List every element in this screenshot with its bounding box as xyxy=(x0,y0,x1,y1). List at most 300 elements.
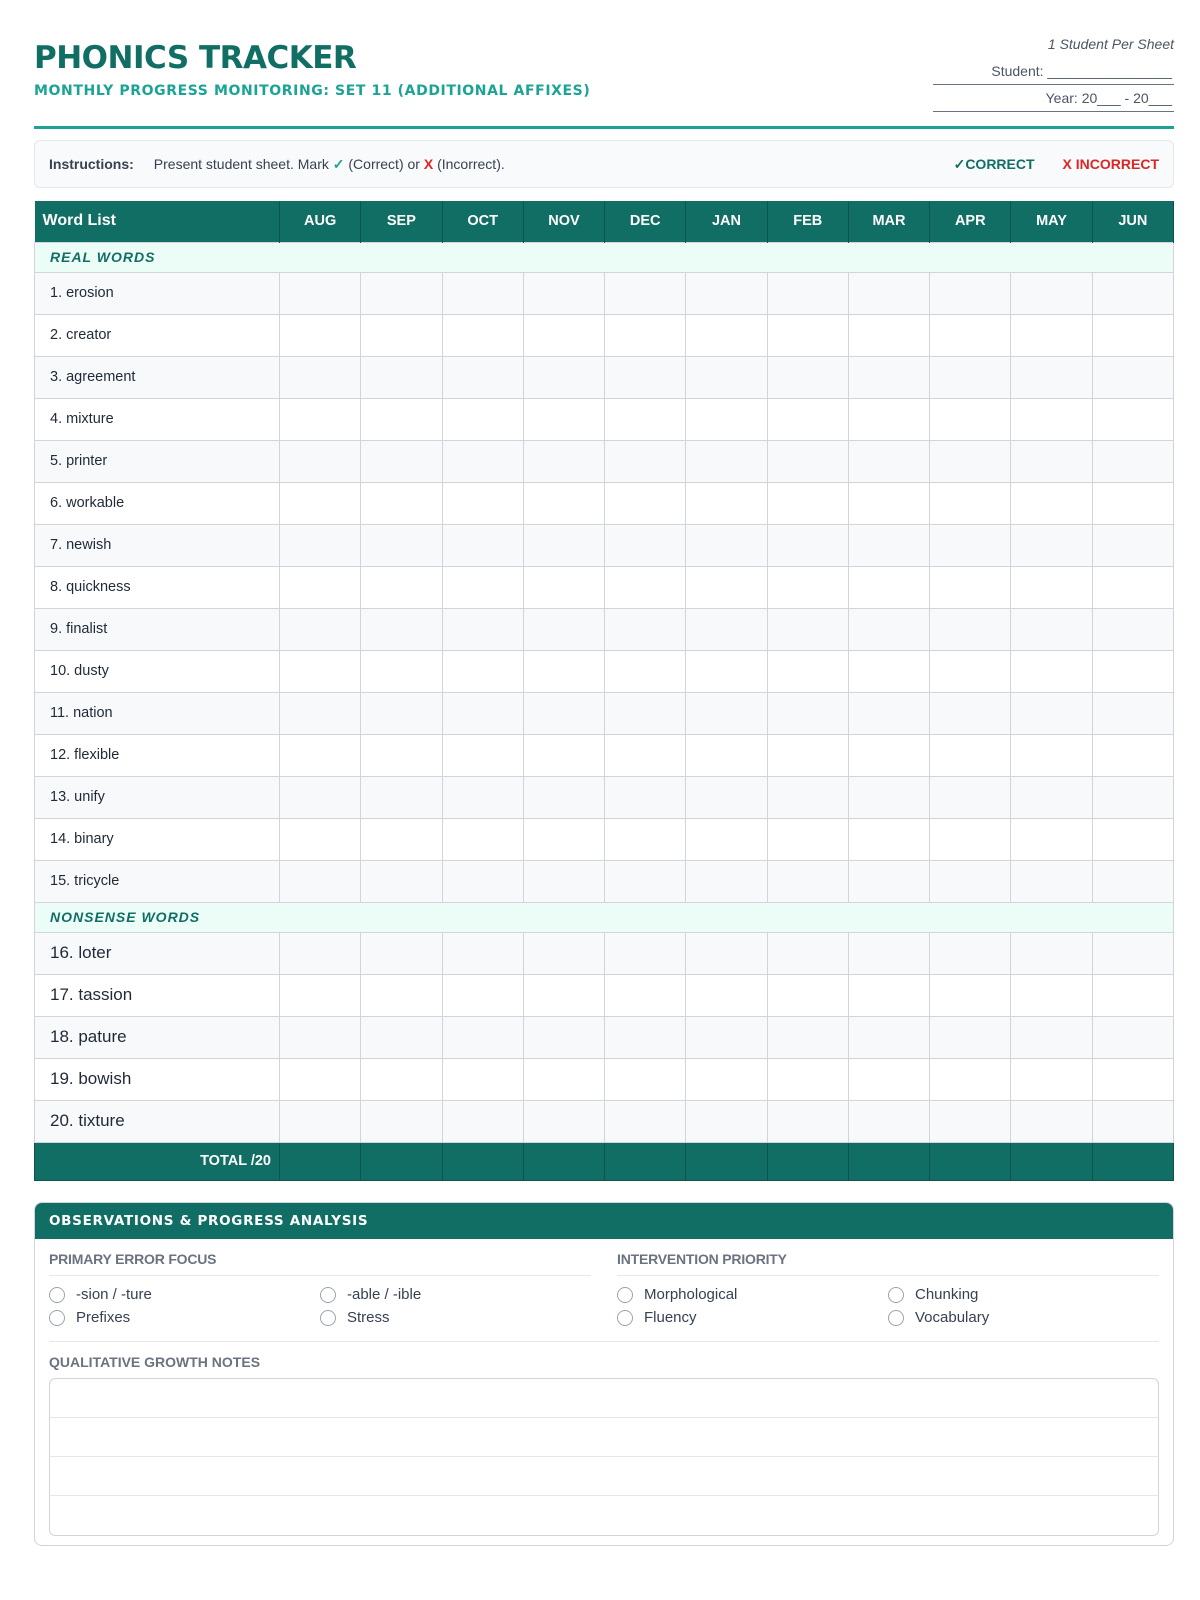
mark-cell-sep[interactable] xyxy=(361,566,442,608)
word-cell: 13. unify xyxy=(35,776,280,818)
mark-cell-jan[interactable] xyxy=(686,1016,767,1058)
radio-option-label: -sion / -ture xyxy=(76,1286,152,1303)
mark-cell-jan[interactable] xyxy=(686,692,767,734)
mark-cell-sep[interactable] xyxy=(361,398,442,440)
error-focus-label: PRIMARY ERROR FOCUS xyxy=(49,1251,591,1276)
mark-cell-jun[interactable] xyxy=(1092,974,1173,1016)
mark-cell-jun[interactable] xyxy=(1092,1016,1173,1058)
mark-cell-jan[interactable] xyxy=(686,440,767,482)
mark-cell-oct[interactable] xyxy=(442,932,523,974)
legend-correct: ✓CORRECT xyxy=(953,155,1035,172)
mark-cell-nov[interactable] xyxy=(523,776,604,818)
mark-cell-mar[interactable] xyxy=(848,398,929,440)
mark-cell-feb[interactable] xyxy=(767,1058,848,1100)
radio-option[interactable] xyxy=(49,1285,320,1305)
mark-cell-may[interactable] xyxy=(1011,314,1092,356)
mark-cell-dec[interactable] xyxy=(605,440,686,482)
mark-cell-oct[interactable] xyxy=(442,1016,523,1058)
mark-cell-dec[interactable] xyxy=(605,650,686,692)
mark-cell-nov[interactable] xyxy=(523,932,604,974)
mark-cell-sep[interactable] xyxy=(361,776,442,818)
mark-cell-mar[interactable] xyxy=(848,734,929,776)
mark-cell-jun[interactable] xyxy=(1092,440,1173,482)
mark-cell-oct[interactable] xyxy=(442,272,523,314)
mark-cell-aug[interactable] xyxy=(280,440,361,482)
instructions-text-after: (Incorrect). xyxy=(433,155,505,172)
mark-cell-may[interactable] xyxy=(1011,566,1092,608)
mark-cell-oct[interactable] xyxy=(442,1100,523,1142)
mark-cell-may[interactable] xyxy=(1011,482,1092,524)
mark-cell-oct[interactable] xyxy=(442,818,523,860)
mark-cell-dec[interactable] xyxy=(605,314,686,356)
tracker-table xyxy=(34,201,1174,1181)
mark-cell-feb[interactable] xyxy=(767,860,848,902)
intervention-group xyxy=(617,1251,1159,1339)
mark-cell-may[interactable] xyxy=(1011,932,1092,974)
mark-cell-jan[interactable] xyxy=(686,314,767,356)
mark-cell-oct[interactable] xyxy=(442,1058,523,1100)
mark-cell-feb[interactable] xyxy=(767,818,848,860)
word-cell: 1. erosion xyxy=(35,272,280,314)
mark-cell-apr[interactable] xyxy=(930,440,1011,482)
table-row xyxy=(35,314,1174,356)
mark-cell-nov[interactable] xyxy=(523,734,604,776)
mark-cell-mar[interactable] xyxy=(848,932,929,974)
mark-cell-may[interactable] xyxy=(1011,650,1092,692)
mark-cell-oct[interactable] xyxy=(442,650,523,692)
total-cell-oct[interactable] xyxy=(442,1142,523,1180)
mark-cell-sep[interactable] xyxy=(361,1058,442,1100)
page-title: PHONICS TRACKER xyxy=(34,40,357,76)
mark-cell-jun[interactable] xyxy=(1092,932,1173,974)
mark-cell-nov[interactable] xyxy=(523,650,604,692)
mark-cell-feb[interactable] xyxy=(767,776,848,818)
month-header-feb: FEB xyxy=(767,201,848,242)
mark-cell-jan[interactable] xyxy=(686,482,767,524)
mark-cell-mar[interactable] xyxy=(848,776,929,818)
mark-cell-feb[interactable] xyxy=(767,1016,848,1058)
mark-cell-apr[interactable] xyxy=(930,860,1011,902)
mark-cell-dec[interactable] xyxy=(605,272,686,314)
mark-cell-sep[interactable] xyxy=(361,356,442,398)
radio-circle-icon[interactable] xyxy=(49,1287,65,1303)
radio-circle-icon[interactable] xyxy=(617,1287,633,1303)
total-cell-jan[interactable] xyxy=(686,1142,767,1180)
note-line[interactable] xyxy=(50,1457,1158,1496)
mark-cell-jun[interactable] xyxy=(1092,356,1173,398)
note-line[interactable] xyxy=(50,1496,1158,1535)
word-cell: 3. agreement xyxy=(35,356,280,398)
total-cell-feb[interactable] xyxy=(767,1142,848,1180)
mark-cell-mar[interactable] xyxy=(848,314,929,356)
mark-cell-feb[interactable] xyxy=(767,314,848,356)
radio-option[interactable] xyxy=(320,1285,591,1305)
radio-option-label: -able / -ible xyxy=(347,1286,422,1303)
word-cell: 12. flexible xyxy=(35,734,280,776)
mark-cell-jun[interactable] xyxy=(1092,314,1173,356)
mark-cell-jun[interactable] xyxy=(1092,524,1173,566)
mark-cell-jan[interactable] xyxy=(686,1100,767,1142)
mark-cell-aug[interactable] xyxy=(280,398,361,440)
mark-cell-apr[interactable] xyxy=(930,1100,1011,1142)
mark-cell-feb[interactable] xyxy=(767,1100,848,1142)
mark-cell-may[interactable] xyxy=(1011,608,1092,650)
table-row xyxy=(35,272,1174,314)
radio-circle-icon[interactable] xyxy=(888,1287,904,1303)
mark-cell-mar[interactable] xyxy=(848,692,929,734)
radio-circle-icon[interactable] xyxy=(617,1310,633,1326)
mark-cell-may[interactable] xyxy=(1011,818,1092,860)
mark-cell-jun[interactable] xyxy=(1092,692,1173,734)
radio-option[interactable] xyxy=(888,1285,1159,1305)
total-cell-nov[interactable] xyxy=(523,1142,604,1180)
radio-option[interactable] xyxy=(888,1308,1159,1328)
mark-cell-oct[interactable] xyxy=(442,398,523,440)
mark-cell-mar[interactable] xyxy=(848,566,929,608)
mark-cell-aug[interactable] xyxy=(280,734,361,776)
mark-cell-mar[interactable] xyxy=(848,650,929,692)
mark-cell-aug[interactable] xyxy=(280,1100,361,1142)
notes-box[interactable] xyxy=(49,1378,1159,1536)
mark-cell-mar[interactable] xyxy=(848,356,929,398)
mark-cell-sep[interactable] xyxy=(361,692,442,734)
mark-cell-apr[interactable] xyxy=(930,272,1011,314)
mark-cell-jun[interactable] xyxy=(1092,650,1173,692)
radio-option[interactable] xyxy=(617,1308,888,1328)
mark-cell-dec[interactable] xyxy=(605,932,686,974)
mark-cell-may[interactable] xyxy=(1011,1058,1092,1100)
mark-cell-sep[interactable] xyxy=(361,272,442,314)
mark-cell-aug[interactable] xyxy=(280,860,361,902)
year-field[interactable]: Year: 20___ - 20___ xyxy=(933,85,1174,112)
mark-cell-oct[interactable] xyxy=(442,482,523,524)
radio-circle-icon[interactable] xyxy=(320,1310,336,1326)
total-cell-sep[interactable] xyxy=(361,1142,442,1180)
mark-cell-nov[interactable] xyxy=(523,692,604,734)
mark-cell-jan[interactable] xyxy=(686,974,767,1016)
mark-cell-feb[interactable] xyxy=(767,974,848,1016)
mark-cell-jan[interactable] xyxy=(686,818,767,860)
mark-cell-dec[interactable] xyxy=(605,692,686,734)
mark-cell-may[interactable] xyxy=(1011,692,1092,734)
mark-cell-jan[interactable] xyxy=(686,524,767,566)
total-cell-aug[interactable] xyxy=(280,1142,361,1180)
mark-cell-mar[interactable] xyxy=(848,1016,929,1058)
mark-cell-sep[interactable] xyxy=(361,440,442,482)
mark-cell-may[interactable] xyxy=(1011,524,1092,566)
mark-cell-mar[interactable] xyxy=(848,974,929,1016)
month-header-jan: JAN xyxy=(686,201,767,242)
table-row xyxy=(35,860,1174,902)
mark-cell-aug[interactable] xyxy=(280,356,361,398)
mark-cell-dec[interactable] xyxy=(605,1016,686,1058)
mark-cell-jan[interactable] xyxy=(686,566,767,608)
mark-cell-oct[interactable] xyxy=(442,974,523,1016)
mark-cell-may[interactable] xyxy=(1011,440,1092,482)
mark-cell-oct[interactable] xyxy=(442,734,523,776)
mark-cell-dec[interactable] xyxy=(605,818,686,860)
mark-cell-aug[interactable] xyxy=(280,776,361,818)
mark-cell-aug[interactable] xyxy=(280,1058,361,1100)
mark-cell-sep[interactable] xyxy=(361,932,442,974)
mark-cell-apr[interactable] xyxy=(930,1058,1011,1100)
radio-option-label: Vocabulary xyxy=(915,1309,990,1326)
mark-cell-mar[interactable] xyxy=(848,818,929,860)
mark-cell-sep[interactable] xyxy=(361,818,442,860)
mark-cell-may[interactable] xyxy=(1011,356,1092,398)
mark-cell-feb[interactable] xyxy=(767,566,848,608)
mark-cell-jun[interactable] xyxy=(1092,272,1173,314)
table-row xyxy=(35,524,1174,566)
mark-cell-sep[interactable] xyxy=(361,650,442,692)
mark-cell-aug[interactable] xyxy=(280,482,361,524)
mark-cell-jun[interactable] xyxy=(1092,608,1173,650)
mark-cell-feb[interactable] xyxy=(767,524,848,566)
mark-cell-sep[interactable] xyxy=(361,1016,442,1058)
mark-cell-jan[interactable] xyxy=(686,650,767,692)
mark-cell-apr[interactable] xyxy=(930,314,1011,356)
mark-cell-jun[interactable] xyxy=(1092,818,1173,860)
observations-panel xyxy=(34,1202,1174,1546)
table-row xyxy=(35,932,1174,974)
mark-cell-apr[interactable] xyxy=(930,692,1011,734)
total-label: TOTAL /20 xyxy=(35,1142,280,1180)
mark-cell-aug[interactable] xyxy=(280,314,361,356)
mark-cell-dec[interactable] xyxy=(605,1058,686,1100)
mark-cell-nov[interactable] xyxy=(523,440,604,482)
mark-cell-may[interactable] xyxy=(1011,272,1092,314)
mark-cell-oct[interactable] xyxy=(442,860,523,902)
mark-cell-feb[interactable] xyxy=(767,356,848,398)
mark-cell-apr[interactable] xyxy=(930,650,1011,692)
mark-cell-sep[interactable] xyxy=(361,314,442,356)
mark-cell-nov[interactable] xyxy=(523,1058,604,1100)
mark-cell-dec[interactable] xyxy=(605,524,686,566)
mark-cell-apr[interactable] xyxy=(930,818,1011,860)
mark-cell-aug[interactable] xyxy=(280,272,361,314)
mark-cell-oct[interactable] xyxy=(442,440,523,482)
mark-cell-oct[interactable] xyxy=(442,692,523,734)
mark-cell-feb[interactable] xyxy=(767,272,848,314)
mark-cell-sep[interactable] xyxy=(361,734,442,776)
mark-cell-apr[interactable] xyxy=(930,356,1011,398)
mark-cell-jan[interactable] xyxy=(686,1058,767,1100)
mark-cell-nov[interactable] xyxy=(523,398,604,440)
mark-cell-apr[interactable] xyxy=(930,566,1011,608)
mark-cell-apr[interactable] xyxy=(930,608,1011,650)
mark-cell-dec[interactable] xyxy=(605,482,686,524)
table-row xyxy=(35,398,1174,440)
mark-cell-aug[interactable] xyxy=(280,608,361,650)
table-row xyxy=(35,1100,1174,1142)
total-cell-apr[interactable] xyxy=(930,1142,1011,1180)
total-cell-dec[interactable] xyxy=(605,1142,686,1180)
mark-cell-apr[interactable] xyxy=(930,974,1011,1016)
mark-cell-jan[interactable] xyxy=(686,932,767,974)
radio-option[interactable] xyxy=(617,1285,888,1305)
mark-cell-jan[interactable] xyxy=(686,776,767,818)
mark-cell-jun[interactable] xyxy=(1092,566,1173,608)
radio-option[interactable] xyxy=(320,1308,591,1328)
table-row xyxy=(35,608,1174,650)
mark-cell-oct[interactable] xyxy=(442,776,523,818)
mark-cell-mar[interactable] xyxy=(848,272,929,314)
mark-cell-may[interactable] xyxy=(1011,974,1092,1016)
mark-cell-nov[interactable] xyxy=(523,608,604,650)
mark-cell-may[interactable] xyxy=(1011,398,1092,440)
mark-cell-nov[interactable] xyxy=(523,356,604,398)
mark-cell-dec[interactable] xyxy=(605,608,686,650)
mark-cell-feb[interactable] xyxy=(767,650,848,692)
mark-cell-jan[interactable] xyxy=(686,860,767,902)
word-cell: 11. nation xyxy=(35,692,280,734)
mark-cell-nov[interactable] xyxy=(523,818,604,860)
mark-cell-apr[interactable] xyxy=(930,524,1011,566)
mark-cell-dec[interactable] xyxy=(605,356,686,398)
mark-cell-apr[interactable] xyxy=(930,776,1011,818)
mark-cell-oct[interactable] xyxy=(442,608,523,650)
mark-cell-oct[interactable] xyxy=(442,356,523,398)
radio-circle-icon[interactable] xyxy=(49,1310,65,1326)
mark-cell-jan[interactable] xyxy=(686,356,767,398)
radio-option[interactable] xyxy=(49,1308,320,1328)
mark-cell-mar[interactable] xyxy=(848,1100,929,1142)
total-cell-mar[interactable] xyxy=(848,1142,929,1180)
radio-option-label: Chunking xyxy=(915,1286,979,1303)
instructions-text xyxy=(154,156,505,173)
month-header-may: MAY xyxy=(1011,201,1092,242)
mark-cell-dec[interactable] xyxy=(605,974,686,1016)
mark-cell-may[interactable] xyxy=(1011,734,1092,776)
mark-cell-nov[interactable] xyxy=(523,524,604,566)
mark-cell-feb[interactable] xyxy=(767,440,848,482)
mark-cell-feb[interactable] xyxy=(767,482,848,524)
mark-cell-nov[interactable] xyxy=(523,860,604,902)
table-header-row xyxy=(35,201,1174,242)
month-header-sep: SEP xyxy=(361,201,442,242)
table-row xyxy=(35,440,1174,482)
mark-cell-may[interactable] xyxy=(1011,860,1092,902)
mark-cell-mar[interactable] xyxy=(848,524,929,566)
month-header-oct: OCT xyxy=(442,201,523,242)
mark-cell-mar[interactable] xyxy=(848,608,929,650)
mark-cell-nov[interactable] xyxy=(523,272,604,314)
mark-cell-dec[interactable] xyxy=(605,776,686,818)
mark-cell-jan[interactable] xyxy=(686,734,767,776)
mark-cell-feb[interactable] xyxy=(767,692,848,734)
mark-cell-jan[interactable] xyxy=(686,272,767,314)
mark-cell-feb[interactable] xyxy=(767,734,848,776)
mark-cell-sep[interactable] xyxy=(361,974,442,1016)
mark-cell-jun[interactable] xyxy=(1092,860,1173,902)
mark-cell-may[interactable] xyxy=(1011,776,1092,818)
word-cell: 4. mixture xyxy=(35,398,280,440)
mark-cell-mar[interactable] xyxy=(848,860,929,902)
mark-cell-dec[interactable] xyxy=(605,734,686,776)
mark-cell-nov[interactable] xyxy=(523,1100,604,1142)
mark-cell-sep[interactable] xyxy=(361,524,442,566)
observations-title: OBSERVATIONS & PROGRESS ANALYSIS xyxy=(35,1203,1173,1239)
mark-cell-oct[interactable] xyxy=(442,566,523,608)
mark-cell-mar[interactable] xyxy=(848,440,929,482)
mark-cell-feb[interactable] xyxy=(767,398,848,440)
mark-cell-mar[interactable] xyxy=(848,482,929,524)
mark-cell-jun[interactable] xyxy=(1092,1100,1173,1142)
word-cell: 15. tricycle xyxy=(35,860,280,902)
mark-cell-oct[interactable] xyxy=(442,524,523,566)
mark-cell-nov[interactable] xyxy=(523,314,604,356)
mark-cell-apr[interactable] xyxy=(930,932,1011,974)
mark-cell-nov[interactable] xyxy=(523,566,604,608)
mark-cell-jun[interactable] xyxy=(1092,734,1173,776)
table-row xyxy=(35,356,1174,398)
total-cell-may[interactable] xyxy=(1011,1142,1092,1180)
mark-cell-jun[interactable] xyxy=(1092,398,1173,440)
instructions-label: Instructions: xyxy=(49,156,134,172)
mark-cell-nov[interactable] xyxy=(523,482,604,524)
table-row xyxy=(35,734,1174,776)
total-cell-jun[interactable] xyxy=(1092,1142,1173,1180)
mark-cell-aug[interactable] xyxy=(280,566,361,608)
mark-cell-nov[interactable] xyxy=(523,974,604,1016)
note-line[interactable] xyxy=(50,1379,1158,1418)
mark-cell-aug[interactable] xyxy=(280,932,361,974)
word-cell: 16. loter xyxy=(35,932,280,974)
mark-cell-jan[interactable] xyxy=(686,398,767,440)
radio-circle-icon[interactable] xyxy=(888,1310,904,1326)
word-cell: 10. dusty xyxy=(35,650,280,692)
mark-cell-aug[interactable] xyxy=(280,1016,361,1058)
table-row xyxy=(35,1058,1174,1100)
mark-cell-oct[interactable] xyxy=(442,314,523,356)
student-field[interactable]: Student: ________________ xyxy=(933,58,1174,85)
mark-cell-jun[interactable] xyxy=(1092,776,1173,818)
mark-cell-sep[interactable] xyxy=(361,482,442,524)
mark-cell-sep[interactable] xyxy=(361,1100,442,1142)
mark-cell-nov[interactable] xyxy=(523,1016,604,1058)
mark-cell-aug[interactable] xyxy=(280,692,361,734)
mark-cell-apr[interactable] xyxy=(930,734,1011,776)
mark-cell-aug[interactable] xyxy=(280,974,361,1016)
mark-cell-apr[interactable] xyxy=(930,482,1011,524)
nonsense-words-section-label: NONSENSE WORDS xyxy=(35,902,1174,932)
month-header-dec: DEC xyxy=(605,201,686,242)
mark-cell-sep[interactable] xyxy=(361,860,442,902)
mark-cell-dec[interactable] xyxy=(605,398,686,440)
mark-cell-aug[interactable] xyxy=(280,524,361,566)
mark-cell-jun[interactable] xyxy=(1092,482,1173,524)
mark-cell-may[interactable] xyxy=(1011,1016,1092,1058)
mark-cell-feb[interactable] xyxy=(767,608,848,650)
mark-cell-mar[interactable] xyxy=(848,1058,929,1100)
radio-circle-icon[interactable] xyxy=(320,1287,336,1303)
mark-cell-apr[interactable] xyxy=(930,398,1011,440)
mark-cell-jun[interactable] xyxy=(1092,1058,1173,1100)
mark-cell-jan[interactable] xyxy=(686,608,767,650)
sheet-note: 1 Student Per Sheet xyxy=(1047,36,1174,52)
mark-cell-sep[interactable] xyxy=(361,608,442,650)
mark-cell-aug[interactable] xyxy=(280,650,361,692)
mark-cell-aug[interactable] xyxy=(280,818,361,860)
mark-cell-dec[interactable] xyxy=(605,860,686,902)
mark-cell-apr[interactable] xyxy=(930,1016,1011,1058)
mark-cell-dec[interactable] xyxy=(605,566,686,608)
table-row xyxy=(35,776,1174,818)
mark-cell-dec[interactable] xyxy=(605,1100,686,1142)
note-line[interactable] xyxy=(50,1418,1158,1457)
mark-cell-may[interactable] xyxy=(1011,1100,1092,1142)
mark-cell-feb[interactable] xyxy=(767,932,848,974)
